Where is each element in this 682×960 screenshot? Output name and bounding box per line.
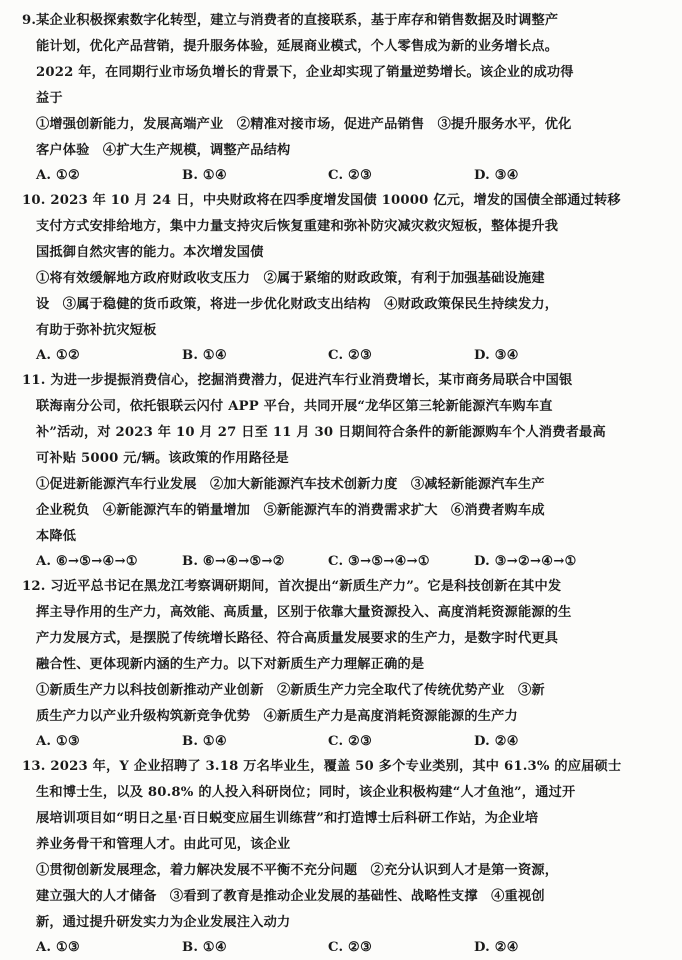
answer-option-a: A. ①③	[36, 940, 81, 955]
stem-line: 产力发展方式，是摆脱了传统增长路径、符合高质量发展要求的生产力，是数字时代更具	[36, 631, 559, 646]
question-11	[22, 368, 652, 574]
question-stem	[22, 754, 652, 858]
stem-line: 国抵御自然灾害的能力。本次增发国债	[36, 245, 264, 260]
stem-line: 养业务骨干和管理人才。由此可见，该企业	[36, 837, 291, 852]
answer-option-b: B. ①④	[182, 734, 227, 749]
stem-line: 生和博士生，以及 80.8% 的人投入科研岗位；同时，该企业积极构建“人才鱼池”，通过开	[36, 785, 576, 800]
stem-line: 展培训项目如“明日之星·百日蜕变应届生训练营”和打造博士后科研工作站，为企业培	[36, 811, 539, 826]
question-stem	[22, 368, 652, 472]
answer-option-d: D. ③→②→④→①	[474, 554, 577, 569]
stem-line: 融合性、更体现新内涵的生产力。以下对新质生产力理解正确的是	[36, 657, 425, 672]
stem-line: 挥主导作用的生产力，高效能、高质量，区别于依靠大量资源投入、高度消耗资源能源的生	[36, 605, 572, 620]
stem-line: 可补贴 5000 元/辆。该政策的作用路径是	[36, 451, 289, 466]
statement-line: ①贯彻创新发展理念，着力解决发展不平衡不充分问题 ②充分认识到人才是第一资源，	[36, 863, 559, 878]
statement-line: 建立强大的人才储备 ③看到了教育是推动企业发展的基础性、战略性支撑 ④重视创	[36, 889, 545, 904]
question-stem	[22, 8, 652, 112]
answer-option-d: D. ③④	[474, 348, 519, 363]
statement-line: ①将有效缓解地方政府财政收支压力 ②属于紧缩的财政政策，有利于加强基础设施建	[36, 271, 545, 286]
statement-line: 企业税负 ④新能源汽车的销量增加 ⑤新能源汽车的消费需求扩大 ⑥消费者购车成	[36, 503, 545, 518]
answer-option-a: A. ①③	[36, 734, 81, 749]
answer-option-d: D. ②④	[474, 940, 519, 955]
statement-list	[22, 112, 652, 164]
stem-line: 联海南分公司，依托银联云闪付 APP 平台，共同开展“龙华区第三轮新能源汽车购车直	[36, 399, 553, 414]
answer-option-b: B. ①④	[182, 168, 227, 183]
stem-line: 13. 2023 年，Y 企业招聘了 3.18 万名毕业生，覆盖 50 多个专业类别，其中 61.3% 的应届硕士	[22, 759, 622, 774]
answer-option-c: C. ②③	[328, 348, 373, 363]
answer-option-d: D. ②④	[474, 734, 519, 749]
question-13	[22, 754, 652, 960]
answer-option-c: C. ②③	[328, 168, 373, 183]
statement-line: ①促进新能源汽车行业发展 ②加大新能源汽车技术创新力度 ③减轻新能源汽车生产	[36, 477, 545, 492]
statement-line: ①新质生产力以科技创新推动产业创新 ②新质生产力完全取代了传统优势产业 ③新	[36, 683, 545, 698]
answer-option-b: B. ⑥→④→⑤→②	[182, 554, 285, 569]
question-stem	[22, 188, 652, 266]
statement-list	[22, 266, 652, 344]
answer-option-c: C. ③→⑤→④→①	[328, 554, 430, 569]
question-12	[22, 574, 652, 754]
stem-line: 12. 习近平总书记在黑龙江考察调研期间，首次提出“新质生产力”。它是科技创新在其中发	[22, 579, 562, 594]
statement-line: 客户体验 ④扩大生产规模，调整产品结构	[36, 143, 291, 158]
answer-options	[22, 164, 652, 188]
stem-line: 益于	[36, 91, 63, 106]
answer-option-c: C. ②③	[328, 734, 373, 749]
statement-line: 质生产力以产业升级构筑新竞争优势 ④新质生产力是高度消耗资源能源的生产力	[36, 709, 518, 724]
stem-line: 2022 年，在同期行业市场负增长的背景下，企业却实现了销量逆势增长。该企业的成功得	[36, 65, 574, 80]
answer-options	[22, 730, 652, 754]
statement-list	[22, 472, 652, 550]
answer-options	[22, 936, 652, 960]
stem-line: 能计划，优化产品营销，提升服务体验，延展商业模式，个人零售成为新的业务增长点。	[36, 39, 559, 54]
answer-option-b: B. ①④	[182, 348, 227, 363]
answer-option-a: A. ⑥→⑤→④→①	[36, 554, 138, 569]
answer-options	[22, 550, 652, 574]
answer-option-c: C. ②③	[328, 940, 373, 955]
answer-option-a: A. ①②	[36, 348, 81, 363]
answer-option-b: B. ①④	[182, 940, 227, 955]
question-stem	[22, 574, 652, 678]
statement-line: 本降低	[36, 529, 77, 544]
stem-line: 10. 2023 年 10 月 24 日，中央财政将在四季度增发国债 10000 亿元，增发的国债全部通过转移	[22, 193, 621, 208]
question-9	[22, 8, 652, 188]
stem-line: 11. 为进一步提振消费信心，挖掘消费潜力，促进汽车行业消费增长，某市商务局联合中国银	[22, 373, 573, 388]
answer-options	[22, 344, 652, 368]
stem-line: 9.某企业积极探索数字化转型，建立与消费者的直接联系，基于库存和销售数据及时调整产	[22, 13, 559, 28]
answer-option-d: D. ③④	[474, 168, 519, 183]
statement-list	[22, 858, 652, 936]
statement-line: 有助于弥补抗灾短板	[36, 323, 157, 338]
statement-line: 设 ③属于稳健的货币政策，将进一步优化财政支出结构 ④财政政策保民生持续发力，	[36, 297, 559, 312]
statement-list	[22, 678, 652, 730]
stem-line: 补”活动，对 2023 年 10 月 27 日至 11 月 30 日期间符合条件的新能源购车个人消费者最高	[36, 425, 606, 440]
statement-line: 新，通过提升研发实力为企业发展注入动力	[36, 915, 291, 930]
answer-option-a: A. ①②	[36, 168, 81, 183]
stem-line: 支付方式安排给地方，集中力量支持灾后恢复重建和弥补防灾减灾救灾短板，整体提升我	[36, 219, 559, 234]
statement-line: ①增强创新能力，发展高端产业 ②精准对接市场，促进产品销售 ③提升服务水平，优化	[36, 117, 572, 132]
question-10	[22, 188, 652, 368]
